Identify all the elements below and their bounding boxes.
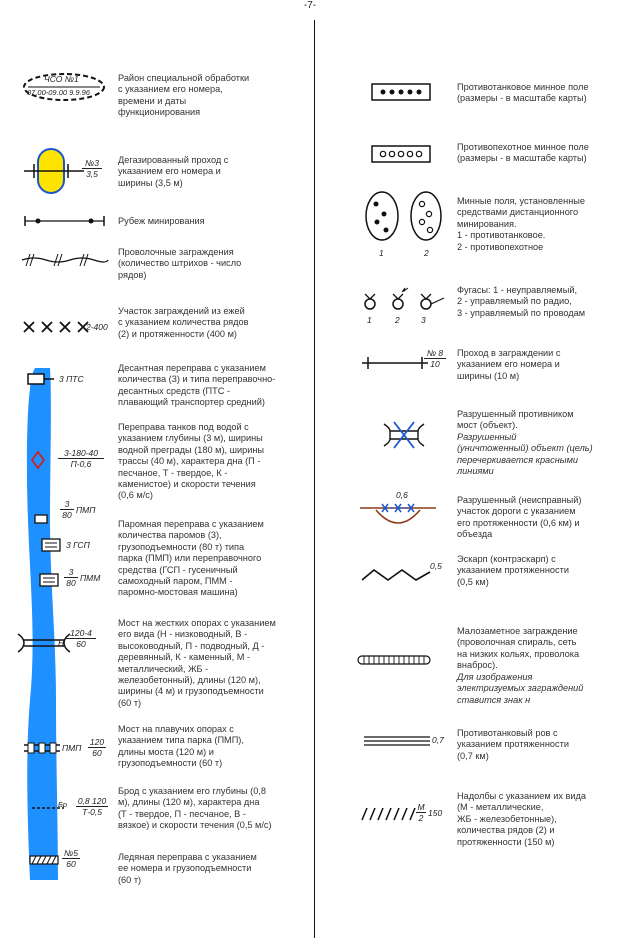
degassed-passage-symbol <box>24 146 84 196</box>
ferry-pmm-type: ПММ <box>80 573 101 583</box>
scarp-symbol <box>360 564 432 584</box>
degassed-passage-text: Дегазированный проход с указанием его номера и ширины (3,5 м) <box>118 155 229 188</box>
remote-minefield-label-1: 1 <box>379 248 384 258</box>
tank-ford-symbol <box>30 450 46 470</box>
remote-minefield-label-2: 2 <box>424 248 429 258</box>
floating-bridge-prefix: ПМП <box>62 743 82 753</box>
tank-ford-text: Переправа танков под водой с указанием глубины (3 м), ширины водной преграды (180 м), ширины трассы (40 м), характера дна (П - песчаное, Т - твердое, К - каменистое) и скорости течения (0,6 м/с) <box>118 422 265 501</box>
hedgehog-text: Участок заграждений из ежей с указанием количества рядов (2) и протяженности (400 м) <box>118 306 249 339</box>
landing-crossing-symbol <box>26 372 56 386</box>
gouges-fraction: М 2 <box>417 802 425 823</box>
anti-tank-ditch-text: Противотанковый ров с указанием протяженности (0,7 км) <box>457 728 569 761</box>
scarp-mark: 0,5 <box>430 561 442 571</box>
ferry-pmm-symbol <box>38 573 60 587</box>
fixed-bridge-text: Мост на жестких опорах с указанием его вида (Н - низководный, В - высоководный, П - подводный, Д - деревянный, К - каменный, М - металлический, ЖБ - железобетонный), длины (120 м), ширины (4 м) и грузоподъемности (60 т) <box>118 618 276 708</box>
landing-crossing-mark: 3 ПТС <box>59 374 84 384</box>
ap-minefield-text: Противопехотное минное поле (размеры - в масштабе карты) <box>457 142 589 164</box>
ferry-pmm-fraction: $\frac{3}{80}$ <box>64 567 78 588</box>
ferry-gsp-mark: 3 ГСП <box>66 540 90 550</box>
fougasse-label-1: 1 <box>367 315 372 325</box>
page-number: -7- <box>303 0 317 11</box>
obstacle-passage-text: Проход в заграждении с указанием его номера и ширины (10 м) <box>457 348 561 381</box>
destroyed-road-text: Разрушенный (неисправный) участок дороги с указанием его протяженности (0,6 км) и объезда <box>457 495 582 540</box>
scarp-text: Эскарп (контрэскарп) с указанием протяженности (0,5 км) <box>457 554 569 587</box>
ferry-pmp-type: ПМП <box>76 505 96 515</box>
ferry-text: Паромная переправа с указанием количества паромов (3), грузоподъемности (80 т) типа парка (ПМП) или переправочного средства (ГСП - гусеничный самоходный паром, ПММ - паромно-мостовая машина) <box>118 519 264 598</box>
wire-obstacle-symbol <box>20 250 110 270</box>
mining-line-symbol <box>22 215 106 227</box>
at-minefield-symbol <box>370 82 434 102</box>
ford-text: Брод с указанием его глубины (0,8 м), длины (120 м), характера дна (Т - твердое, П - песчаное, В - вязкое) и скорости течения (0,5 м/с) <box>118 786 272 831</box>
fougasse-label-3: 3 <box>421 315 426 325</box>
mining-line-text: Рубеж минирования <box>118 216 205 226</box>
floating-bridge-fraction: $\frac{120}{60}$ <box>89 737 105 758</box>
fougasses-text: Фугасы: 1 - неуправляемый, 2 - управляемый по радио, 3 - управляемый по проводам <box>457 285 586 318</box>
remote-minefields-text: Минные поля, установленные средствами дистанционного минирования. 1 - противотанковое. 2 - противопехотное <box>457 196 586 252</box>
hedgehog-symbol <box>22 320 90 334</box>
degassed-passage-fraction: $\frac{№3}{3,5}$ <box>82 158 102 179</box>
fougasse-label-2: 2 <box>395 315 400 325</box>
ford-prefix: Бр <box>58 800 68 809</box>
ice-crossing-symbol <box>28 853 60 867</box>
landing-crossing-text: Десантная переправа с указанием количества (3) и типа переправочно- десантных средств (ПТС - плавающий транспортер средний) <box>118 363 276 408</box>
remote-minefields-symbol <box>362 190 444 246</box>
ferry-pmp-fraction: $\frac{3}{80}$ <box>60 499 74 520</box>
fixed-bridge-prefix: Н <box>58 638 65 648</box>
ice-crossing-text: Ледяная переправа с указанием ее номера и грузоподъемности (60 т) <box>118 852 257 885</box>
column-divider <box>314 20 315 938</box>
low-wire-note: Для изображения электризуемых заграждений ставится знак н <box>457 672 584 705</box>
destroyed-bridge-note: Разрушенный (уничтоженный) объект (цель) перечеркивается красными линиями <box>457 432 593 477</box>
ap-minefield-symbol <box>370 144 434 164</box>
obstacle-passage-fraction: $\frac{№ 8}{10}$ <box>424 348 446 369</box>
at-minefield-text: Противотанковое минное поле (размеры - в масштабе карты) <box>457 82 589 104</box>
ferry-gsp-symbol <box>40 538 62 552</box>
special-area-number: ЧСО №1 <box>44 74 79 84</box>
obstacle-passage-symbol <box>360 356 430 370</box>
low-wire-text: Малозаметное заграждение (проволочная спираль, сеть на низких кольях, проволока внаброс). <box>457 626 580 671</box>
special-area-text: Район специальной обработки с указанием его номера, времени и даты функционирования <box>118 73 250 118</box>
destroyed-road-mark: 0,6 <box>396 490 408 500</box>
floating-bridge-text: Мост на плавучих опорах с указанием типа парка (ПМП), длины моста (120 м) и грузоподъемности (60 т) <box>118 724 244 769</box>
gouges-text: Надолбы с указанием их вида (М - металлические, ЖБ - железобетонные), количества рядов (2) и протяженности (150 м) <box>457 791 587 847</box>
ferry-pmp-symbol <box>34 514 48 524</box>
hedgehog-mark: 2-400 <box>86 322 108 332</box>
destroyed-bridge-text: Разрушенный противником мост (объект). <box>457 409 574 431</box>
low-wire-symbol <box>356 654 432 666</box>
floating-bridge-symbol <box>22 740 62 756</box>
ice-crossing-fraction: $\frac{№5}{60}$ <box>62 848 80 869</box>
anti-tank-ditch-symbol <box>362 734 432 748</box>
fixed-bridge-fraction: $\frac{120-4}{60}$ <box>66 628 96 649</box>
wire-obstacle-text: Проволочные заграждения (количество штрихов - число рядов) <box>118 247 242 280</box>
gouges-length: 150 <box>428 808 443 818</box>
destroyed-bridge-symbol <box>382 420 426 450</box>
ford-fraction: 0,8 120 Т-0,5 <box>77 796 107 817</box>
fougasses-symbol <box>360 286 446 314</box>
special-area-time: 07.00-09.00 9.9.96 <box>27 88 90 97</box>
gouges-symbol <box>360 806 418 822</box>
tank-ford-fraction: 3-180-40 П-0,6 <box>58 448 104 469</box>
anti-tank-ditch-mark: 0,7 <box>432 735 444 745</box>
